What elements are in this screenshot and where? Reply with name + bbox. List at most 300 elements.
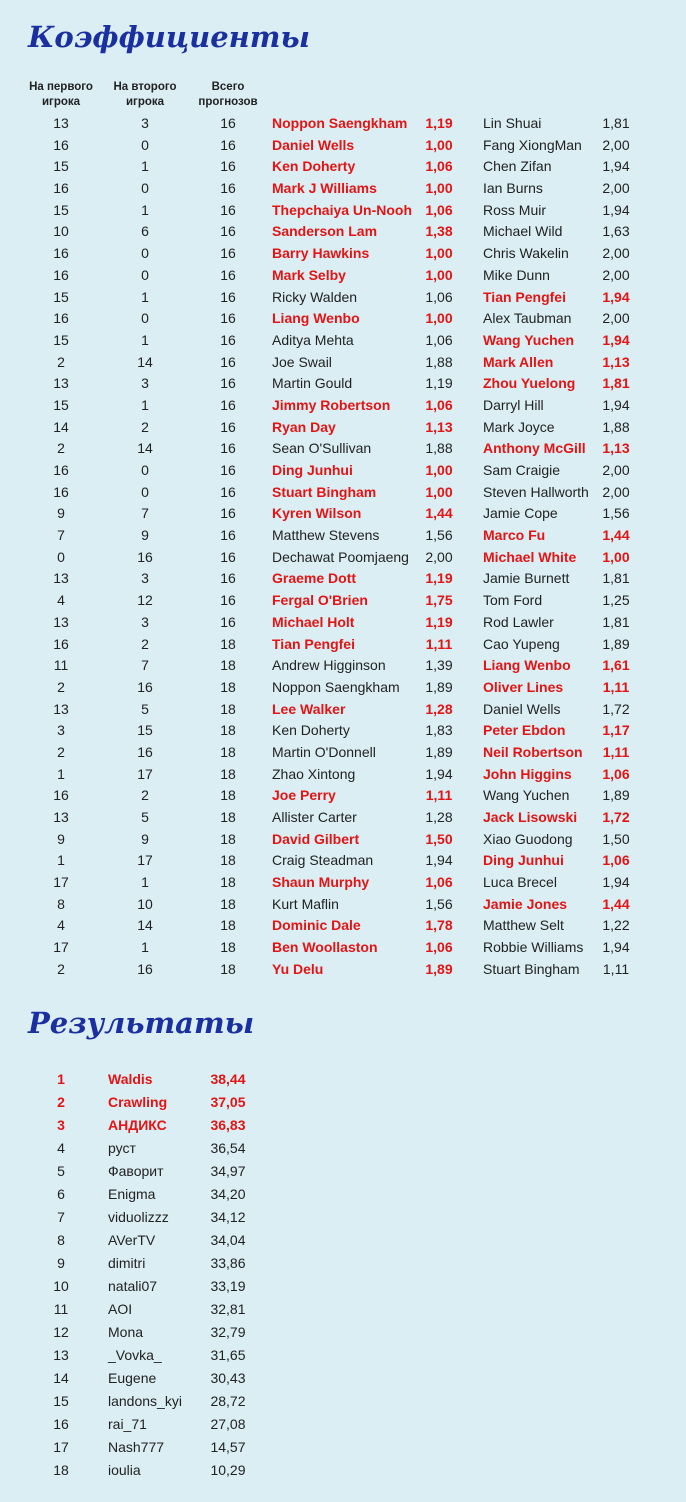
- first-player-coefficient: 1,06: [425, 201, 453, 218]
- first-player-votes: 15: [53, 331, 69, 348]
- first-player-name: Dominic Dale: [272, 917, 361, 934]
- first-player-votes: 17: [53, 939, 69, 956]
- first-player-votes: 13: [53, 700, 69, 717]
- first-player-name: Sean O'Sullivan: [272, 440, 372, 457]
- second-player-name: Zhou Yuelong: [483, 375, 576, 392]
- result-score: 33,86: [210, 1255, 246, 1271]
- first-player-name: Ryan Day: [272, 418, 336, 435]
- results-row: [0, 1298, 300, 1321]
- second-player-coefficient: 1,81: [602, 115, 630, 131]
- first-player-coefficient: 1,88: [425, 440, 453, 457]
- first-player-coefficient: 1,00: [425, 180, 453, 197]
- first-player-votes: 9: [57, 505, 65, 522]
- odds-row: [0, 287, 686, 309]
- second-player-coefficient: 1,63: [602, 223, 630, 240]
- odds-row: [0, 460, 686, 482]
- total-predictions: 16: [220, 396, 236, 413]
- first-player-name: Noppon Saengkham: [272, 115, 408, 131]
- first-player-name: Daniel Wells: [272, 136, 355, 153]
- first-player-votes: 2: [57, 960, 65, 977]
- odds-row: [0, 937, 686, 959]
- second-player-coefficient: 1,94: [602, 288, 630, 305]
- first-player-coefficient: 1,89: [425, 743, 453, 760]
- first-player-name: Joe Perry: [272, 787, 336, 804]
- first-player-name: Matthew Stevens: [272, 527, 380, 544]
- second-player-name: Wang Yuchen: [483, 787, 570, 804]
- first-player-votes: 17: [53, 874, 69, 891]
- first-player-coefficient: 1,06: [425, 158, 453, 175]
- results-row: [0, 1413, 300, 1436]
- result-score: 10,29: [210, 1462, 246, 1478]
- second-player-name: Peter Ebdon: [483, 722, 566, 739]
- second-player-coefficient: 1,81: [602, 613, 630, 630]
- first-player-coefficient: 1,39: [425, 657, 453, 674]
- results-row: [0, 1068, 300, 1091]
- second-player-votes: 14: [137, 353, 153, 370]
- second-player-votes: 1: [141, 158, 149, 175]
- odds-row: [0, 503, 686, 525]
- first-player-name: Kyren Wilson: [272, 505, 362, 522]
- second-player-votes: 3: [141, 613, 149, 630]
- total-predictions: 16: [220, 288, 236, 305]
- second-player-name: Luca Brecel: [483, 874, 557, 891]
- first-player-votes: 15: [53, 288, 69, 305]
- odds-row: [0, 590, 686, 612]
- first-player-coefficient: 1,13: [425, 418, 453, 435]
- first-player-coefficient: 1,19: [425, 375, 453, 392]
- first-player-votes: 3: [57, 722, 65, 739]
- result-name: Фаворит: [108, 1163, 164, 1179]
- first-player-votes: 14: [53, 418, 69, 435]
- first-player-votes: 15: [53, 158, 69, 175]
- first-player-votes: 16: [53, 462, 69, 478]
- result-rank: 16: [53, 1416, 69, 1432]
- result-rank: 12: [53, 1324, 69, 1340]
- second-player-votes: 5: [141, 700, 149, 717]
- odds-row: [0, 872, 686, 894]
- first-player-name: Barry Hawkins: [272, 245, 370, 262]
- first-player-coefficient: 1,19: [425, 613, 453, 630]
- first-player-name: Fergal O'Brien: [272, 592, 368, 609]
- total-predictions: 16: [220, 462, 236, 478]
- second-player-votes: 2: [141, 787, 149, 804]
- first-player-coefficient: 1,44: [425, 505, 453, 522]
- first-player-votes: 1: [57, 852, 65, 869]
- second-player-votes: 17: [137, 765, 153, 782]
- second-player-votes: 9: [141, 830, 149, 847]
- total-predictions: 16: [220, 353, 236, 370]
- second-player-coefficient: 1,00: [602, 548, 630, 565]
- second-player-votes: 17: [137, 852, 153, 869]
- result-score: 28,72: [210, 1393, 246, 1409]
- odds-row: [0, 438, 686, 460]
- first-player-name: Noppon Saengkham: [272, 678, 400, 695]
- result-name: Crawling: [108, 1094, 168, 1110]
- result-score: 34,04: [210, 1232, 246, 1248]
- result-score: 32,79: [210, 1324, 246, 1340]
- first-player-name: Michael Holt: [272, 613, 355, 630]
- odds-row: [0, 243, 686, 265]
- second-player-name: Tian Pengfei: [483, 288, 566, 305]
- total-predictions: 18: [220, 722, 236, 739]
- odds-row: [0, 634, 686, 656]
- result-score: 36,83: [210, 1117, 246, 1133]
- first-player-votes: 2: [57, 353, 65, 370]
- second-player-coefficient: 1,94: [602, 158, 630, 175]
- result-name: Eugene: [108, 1370, 157, 1386]
- results-row: [0, 1160, 300, 1183]
- second-player-name: Michael Wild: [483, 223, 563, 240]
- odds-row: [0, 178, 686, 200]
- total-predictions: 16: [220, 136, 236, 153]
- odds-row: [0, 720, 686, 742]
- second-player-name: Ross Muir: [483, 201, 547, 218]
- second-player-coefficient: 2,00: [602, 136, 630, 153]
- first-player-votes: 16: [53, 136, 69, 153]
- second-player-coefficient: 1,44: [602, 895, 630, 912]
- second-player-coefficient: 1,94: [602, 201, 630, 218]
- result-rank: 9: [57, 1255, 65, 1271]
- second-player-votes: 1: [141, 396, 149, 413]
- first-player-votes: 10: [53, 223, 69, 240]
- total-predictions: 16: [220, 245, 236, 262]
- second-player-votes: 0: [141, 245, 149, 262]
- result-rank: 13: [53, 1347, 69, 1363]
- second-player-name: Anthony McGill: [483, 440, 586, 457]
- second-player-coefficient: 1,61: [602, 657, 630, 674]
- first-player-votes: 16: [53, 245, 69, 262]
- result-rank: 18: [53, 1462, 69, 1478]
- first-player-name: Sanderson Lam: [272, 223, 378, 240]
- total-predictions: 16: [220, 527, 236, 544]
- second-player-coefficient: 1,81: [602, 570, 630, 587]
- second-player-coefficient: 1,72: [602, 700, 630, 717]
- first-player-votes: 15: [53, 396, 69, 413]
- result-name: rai_71: [108, 1416, 147, 1432]
- first-player-coefficient: 1,94: [425, 765, 453, 782]
- second-player-coefficient: 1,50: [602, 830, 630, 847]
- second-player-votes: 1: [141, 874, 149, 891]
- first-player-coefficient: 1,89: [425, 960, 453, 977]
- second-player-name: Steven Hallworth: [483, 483, 589, 500]
- total-predictions: 18: [220, 700, 236, 717]
- second-player-votes: 3: [141, 115, 149, 131]
- total-predictions: 16: [220, 613, 236, 630]
- second-player-coefficient: 1,06: [602, 765, 630, 782]
- odds-row: [0, 135, 686, 157]
- results-row: [0, 1252, 300, 1275]
- total-predictions: 18: [220, 852, 236, 869]
- first-player-votes: 13: [53, 375, 69, 392]
- result-name: dimitri: [108, 1255, 146, 1271]
- second-player-name: Chris Wakelin: [483, 245, 569, 262]
- first-player-coefficient: 1,19: [425, 115, 453, 131]
- first-player-coefficient: 1,00: [425, 245, 453, 262]
- result-rank: 11: [53, 1301, 69, 1317]
- first-player-name: Zhao Xintong: [272, 765, 356, 782]
- second-player-name: Mark Allen: [483, 353, 554, 370]
- second-player-name: Matthew Selt: [483, 917, 564, 934]
- first-player-coefficient: 1,06: [425, 874, 453, 891]
- first-player-votes: 11: [53, 657, 69, 674]
- first-player-name: Ken Doherty: [272, 158, 356, 175]
- second-player-votes: 16: [137, 548, 153, 565]
- second-player-votes: 10: [137, 895, 153, 912]
- second-player-name: Stuart Bingham: [483, 960, 580, 977]
- result-name: Mona: [108, 1324, 144, 1340]
- odds-row: [0, 742, 686, 764]
- first-player-votes: 13: [53, 809, 69, 825]
- first-player-votes: 9: [57, 830, 65, 847]
- second-player-name: Lin Shuai: [483, 115, 542, 131]
- first-player-name: Graeme Dott: [272, 570, 357, 587]
- odds-row: [0, 655, 686, 677]
- first-player-name: Ding Junhui: [272, 462, 353, 478]
- result-name: landons_kyi: [108, 1393, 182, 1409]
- result-score: 32,81: [210, 1301, 246, 1317]
- first-player-votes: 13: [53, 613, 69, 630]
- total-predictions: 16: [220, 158, 236, 175]
- second-player-name: Fang XiongMan: [483, 136, 582, 153]
- second-player-name: Mike Dunn: [483, 266, 550, 283]
- first-player-coefficient: 1,50: [425, 830, 453, 847]
- first-player-coefficient: 1,00: [425, 310, 453, 327]
- results-row: [0, 1183, 300, 1206]
- first-player-coefficient: 1,11: [425, 635, 453, 652]
- first-player-votes: 4: [57, 917, 65, 934]
- second-player-name: Jamie Burnett: [483, 570, 570, 587]
- second-player-coefficient: 1,13: [602, 353, 630, 370]
- total-predictions: 18: [220, 874, 236, 891]
- second-player-votes: 1: [141, 331, 149, 348]
- first-player-name: Ricky Walden: [272, 288, 358, 305]
- first-player-coefficient: 1,28: [425, 809, 453, 825]
- first-player-votes: 16: [53, 180, 69, 197]
- second-player-coefficient: 2,00: [602, 310, 630, 327]
- first-player-votes: 2: [57, 678, 65, 695]
- second-player-coefficient: 1,94: [602, 396, 630, 413]
- second-player-name: Jamie Cope: [483, 505, 558, 522]
- second-player-votes: 14: [137, 917, 153, 934]
- result-rank: 7: [57, 1209, 65, 1225]
- second-player-coefficient: 1,11: [602, 960, 630, 977]
- first-player-name: Shaun Murphy: [272, 874, 370, 891]
- result-name: ioulia: [108, 1462, 141, 1478]
- total-predictions: 18: [220, 765, 236, 782]
- second-player-name: Tom Ford: [483, 592, 543, 609]
- odds-row: [0, 308, 686, 330]
- total-predictions: 16: [220, 310, 236, 327]
- second-player-votes: 12: [137, 592, 153, 609]
- second-player-name: Darryl Hill: [483, 396, 544, 413]
- first-player-coefficient: 1,89: [425, 678, 453, 695]
- first-player-name: Dechawat Poomjaeng: [272, 548, 409, 565]
- second-player-name: Sam Craigie: [483, 462, 561, 478]
- first-player-name: Mark Selby: [272, 266, 346, 283]
- first-player-coefficient: 2,00: [425, 548, 453, 565]
- first-player-coefficient: 1,56: [425, 895, 453, 912]
- second-player-name: Chen Zifan: [483, 158, 552, 175]
- first-player-name: Martin Gould: [272, 375, 353, 392]
- first-player-votes: 7: [57, 527, 65, 544]
- second-player-coefficient: 1,44: [602, 527, 630, 544]
- second-player-votes: 7: [141, 657, 149, 674]
- result-rank: 17: [53, 1439, 69, 1455]
- odds-row: [0, 330, 686, 352]
- first-player-coefficient: 1,06: [425, 331, 453, 348]
- first-player-votes: 16: [53, 787, 69, 804]
- first-player-coefficient: 1,11: [425, 787, 453, 804]
- result-name: viduolizzz: [108, 1209, 169, 1225]
- second-player-name: Oliver Lines: [483, 678, 564, 695]
- odds-row: [0, 915, 686, 937]
- second-player-name: Robbie Williams: [483, 939, 584, 956]
- result-score: 33,19: [210, 1278, 246, 1294]
- first-player-name: Joe Swail: [272, 353, 332, 370]
- second-player-coefficient: 1,25: [602, 592, 630, 609]
- second-player-name: Jamie Jones: [483, 895, 568, 912]
- total-predictions: 18: [220, 635, 236, 652]
- header-first-player: На первого игрока: [29, 81, 93, 108]
- first-player-coefficient: 1,19: [425, 570, 453, 587]
- result-score: 30,43: [210, 1370, 246, 1386]
- second-player-name: Alex Taubman: [483, 310, 572, 327]
- first-player-coefficient: 1,00: [425, 266, 453, 283]
- odds-row: [0, 113, 686, 135]
- result-rank: 14: [53, 1370, 69, 1386]
- result-name: Waldis: [108, 1071, 153, 1087]
- second-player-coefficient: 1,13: [602, 440, 630, 457]
- first-player-coefficient: 1,56: [425, 527, 453, 544]
- second-player-name: Rod Lawler: [483, 613, 554, 630]
- odds-row: [0, 395, 686, 417]
- second-player-coefficient: 1,94: [602, 939, 630, 956]
- result-rank: 2: [57, 1094, 65, 1110]
- first-player-name: Lee Walker: [272, 700, 346, 717]
- first-player-coefficient: 1,06: [425, 939, 453, 956]
- second-player-coefficient: 1,94: [602, 874, 630, 891]
- result-name: natali07: [108, 1278, 158, 1294]
- first-player-name: Ben Woollaston: [272, 939, 378, 956]
- second-player-coefficient: 1,06: [602, 852, 630, 869]
- odds-row: [0, 699, 686, 721]
- first-player-coefficient: 1,75: [425, 592, 453, 609]
- first-player-votes: 2: [57, 743, 65, 760]
- results-row: [0, 1275, 300, 1298]
- odds-row: [0, 417, 686, 439]
- first-player-votes: 8: [57, 895, 65, 912]
- total-predictions: 16: [220, 375, 236, 392]
- second-player-votes: 7: [141, 505, 149, 522]
- first-player-coefficient: 1,06: [425, 396, 453, 413]
- total-predictions: 16: [220, 505, 236, 522]
- second-player-name: Ian Burns: [483, 180, 543, 197]
- header-total-predictions: Всего прогнозов: [198, 81, 258, 108]
- total-predictions: 18: [220, 895, 236, 912]
- total-predictions: 16: [220, 201, 236, 218]
- second-player-coefficient: 2,00: [602, 266, 630, 283]
- result-score: 34,97: [210, 1163, 246, 1179]
- second-player-name: Cao Yupeng: [483, 635, 560, 652]
- second-player-coefficient: 1,17: [602, 722, 630, 739]
- odds-row: [0, 156, 686, 178]
- results-row: [0, 1091, 300, 1114]
- results-row: [0, 1321, 300, 1344]
- odds-row: [0, 200, 686, 222]
- second-player-votes: 1: [141, 939, 149, 956]
- result-score: 34,20: [210, 1186, 246, 1202]
- results-row: [0, 1206, 300, 1229]
- results-row: [0, 1367, 300, 1390]
- first-player-votes: 16: [53, 483, 69, 500]
- total-predictions: 18: [220, 678, 236, 695]
- odds-row: [0, 829, 686, 851]
- result-name: _Vovka_: [108, 1347, 162, 1363]
- second-player-coefficient: 1,89: [602, 635, 630, 652]
- first-player-votes: 1: [57, 765, 65, 782]
- odds-row: [0, 894, 686, 916]
- second-player-votes: 15: [137, 722, 153, 739]
- results-row: [0, 1137, 300, 1160]
- first-player-votes: 0: [57, 548, 65, 565]
- first-player-votes: 16: [53, 635, 69, 652]
- odds-row: [0, 482, 686, 504]
- result-rank: 8: [57, 1232, 65, 1248]
- first-player-votes: 13: [53, 115, 69, 131]
- first-player-coefficient: 1,88: [425, 353, 453, 370]
- result-score: 37,05: [210, 1094, 246, 1110]
- second-player-coefficient: 1,72: [602, 809, 630, 825]
- result-name: Enigma: [108, 1186, 156, 1202]
- second-player-coefficient: 1,81: [602, 375, 630, 392]
- total-predictions: 16: [220, 483, 236, 500]
- first-player-coefficient: 1,78: [425, 917, 453, 934]
- second-player-coefficient: 2,00: [602, 245, 630, 262]
- odds-row: [0, 525, 686, 547]
- total-predictions: 18: [220, 917, 236, 934]
- odds-row: [0, 677, 686, 699]
- odds-row: [0, 850, 686, 872]
- header-second-player: На второго игрока: [113, 81, 177, 108]
- second-player-name: Mark Joyce: [483, 418, 555, 435]
- second-player-coefficient: 1,56: [602, 505, 630, 522]
- first-player-name: Craig Steadman: [272, 852, 374, 869]
- total-predictions: 18: [220, 787, 236, 804]
- odds-row: [0, 785, 686, 807]
- total-predictions: 16: [220, 548, 236, 565]
- total-predictions: 18: [220, 830, 236, 847]
- second-player-votes: 0: [141, 266, 149, 283]
- results-row: [0, 1344, 300, 1367]
- odds-row: [0, 547, 686, 569]
- result-score: 14,57: [210, 1439, 246, 1455]
- first-player-votes: 13: [53, 570, 69, 587]
- total-predictions: 18: [220, 960, 236, 977]
- second-player-votes: 2: [141, 418, 149, 435]
- first-player-name: Allister Carter: [272, 809, 357, 825]
- total-predictions: 16: [220, 570, 236, 587]
- second-player-votes: 1: [141, 288, 149, 305]
- first-player-coefficient: 1,28: [425, 700, 453, 717]
- result-score: 27,08: [210, 1416, 246, 1432]
- result-rank: 6: [57, 1186, 65, 1202]
- second-player-name: Ding Junhui: [483, 852, 564, 869]
- second-player-votes: 6: [141, 223, 149, 240]
- second-player-votes: 1: [141, 201, 149, 218]
- result-name: AVerTV: [108, 1232, 156, 1248]
- result-rank: 15: [53, 1393, 69, 1409]
- total-predictions: 16: [220, 115, 236, 131]
